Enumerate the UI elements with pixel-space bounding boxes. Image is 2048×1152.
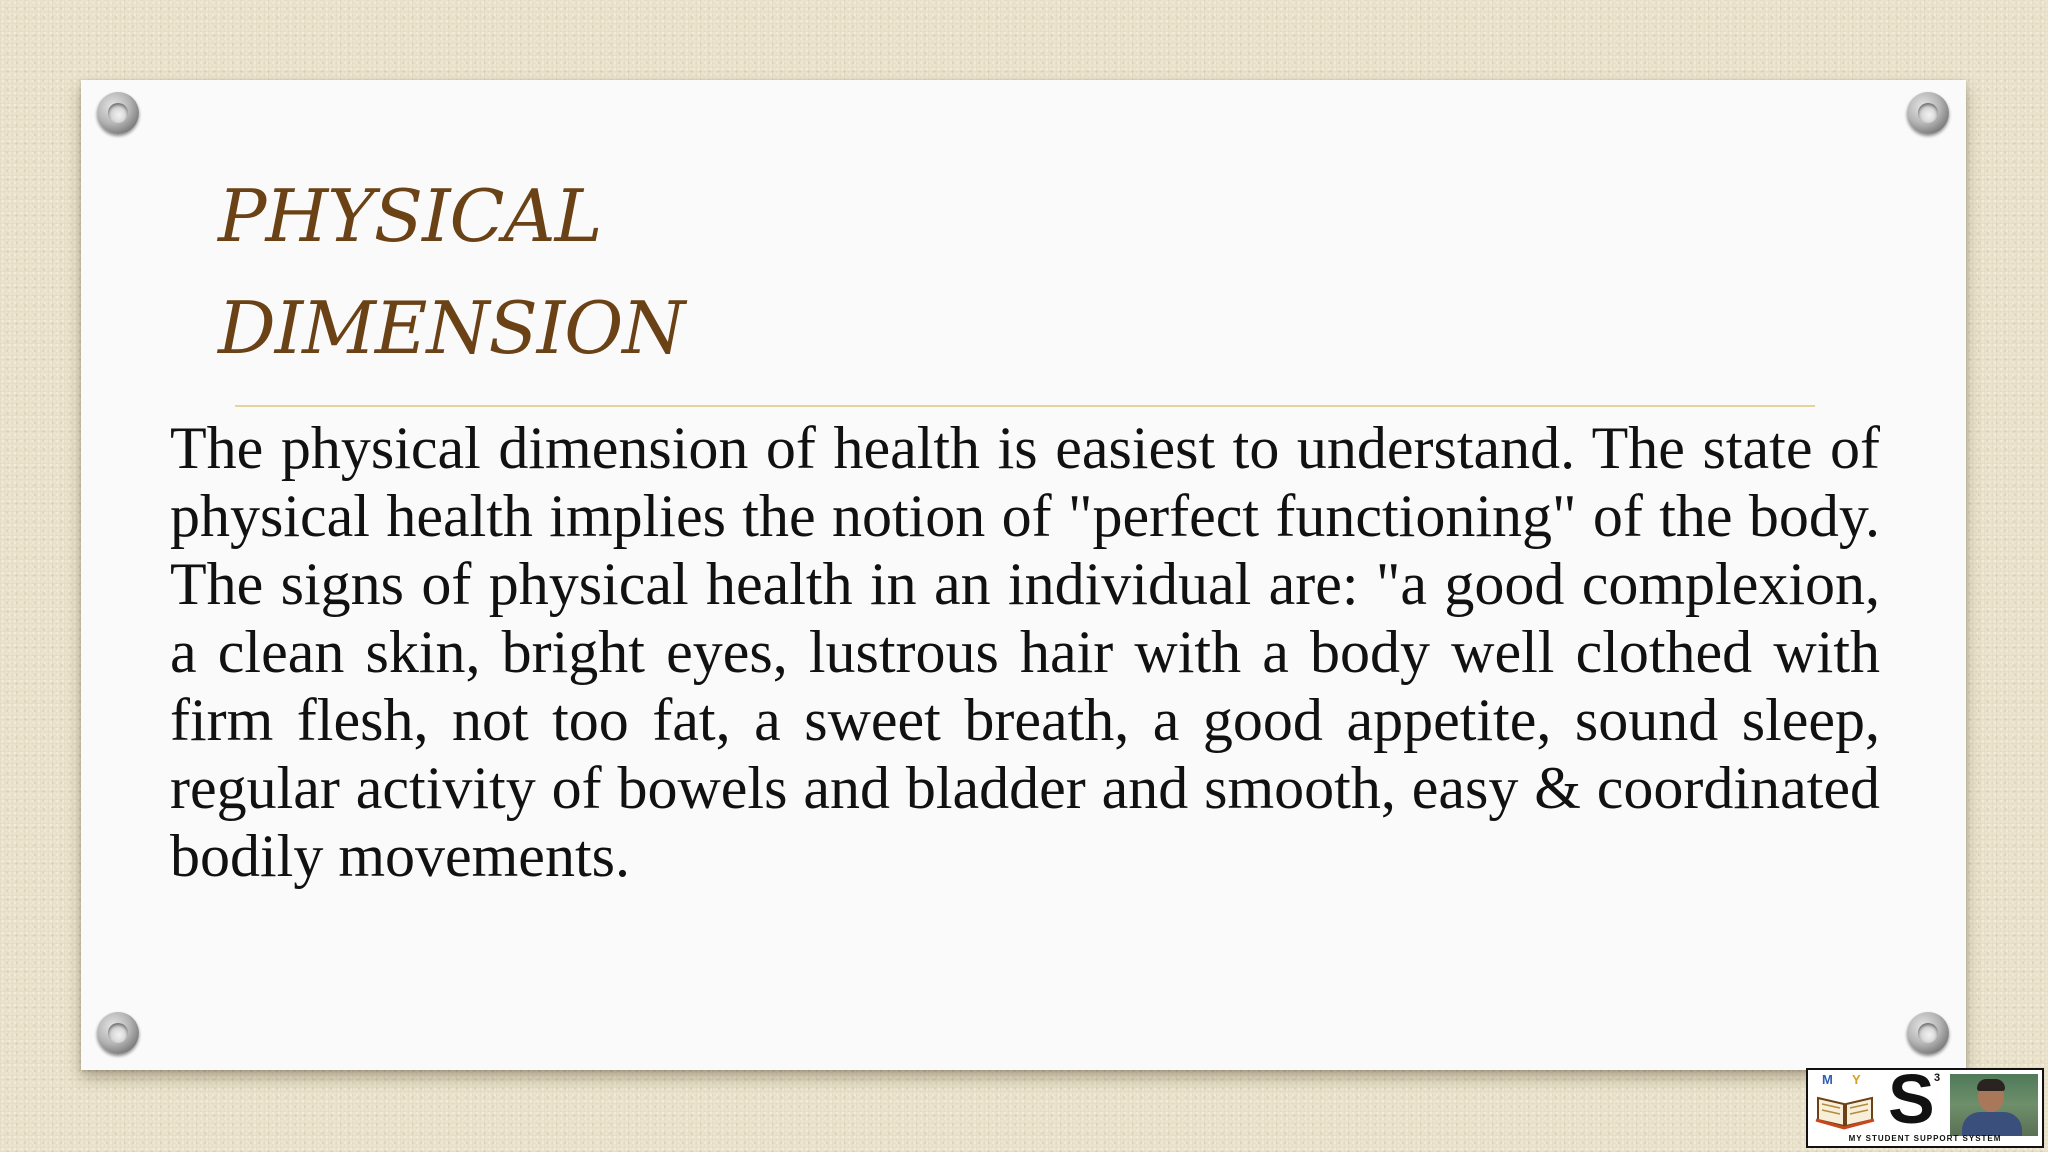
grommet-icon — [1907, 92, 1949, 134]
photo-body — [1962, 1112, 2022, 1136]
logo-letter-m: M — [1822, 1072, 1833, 1087]
grommet-icon — [97, 1012, 139, 1054]
slide-title — [218, 160, 684, 384]
grommet-icon — [97, 92, 139, 134]
logo-letter-s: S — [1888, 1060, 1935, 1138]
slide-body-text: The physical dimension of health is easiest to understand. The state of physical health implies the notion of "perfect functioning" of the body. The signs of physical health in an individual are: "a good complexion, a clean skin, bright eyes, lustrous hair with a body well clothed with firm flesh, not too fat, a sweet breath, a good appetite, sound sleep, regular activity of bowels and bladder and smooth, easy & coordinated bodily movements. — [170, 415, 1880, 889]
slide-title-line-2: DIMENSION — [218, 286, 685, 370]
logo-superscript: 3 — [1934, 1072, 1941, 1084]
grommet-icon — [1907, 1012, 1949, 1054]
title-divider — [235, 405, 1815, 407]
channel-logo — [1806, 1060, 2044, 1148]
open-book-icon — [1814, 1090, 1876, 1130]
logo-tagline: MY STUDENT SUPPORT SYSTEM — [1848, 1134, 2002, 1143]
slide-card — [81, 80, 1966, 1070]
logo-letter-y: Y — [1852, 1072, 1861, 1087]
photo-hair — [1977, 1079, 2005, 1091]
presenter-photo — [1950, 1074, 2038, 1136]
slide-title-line-1: PHYSICAL — [218, 174, 602, 258]
